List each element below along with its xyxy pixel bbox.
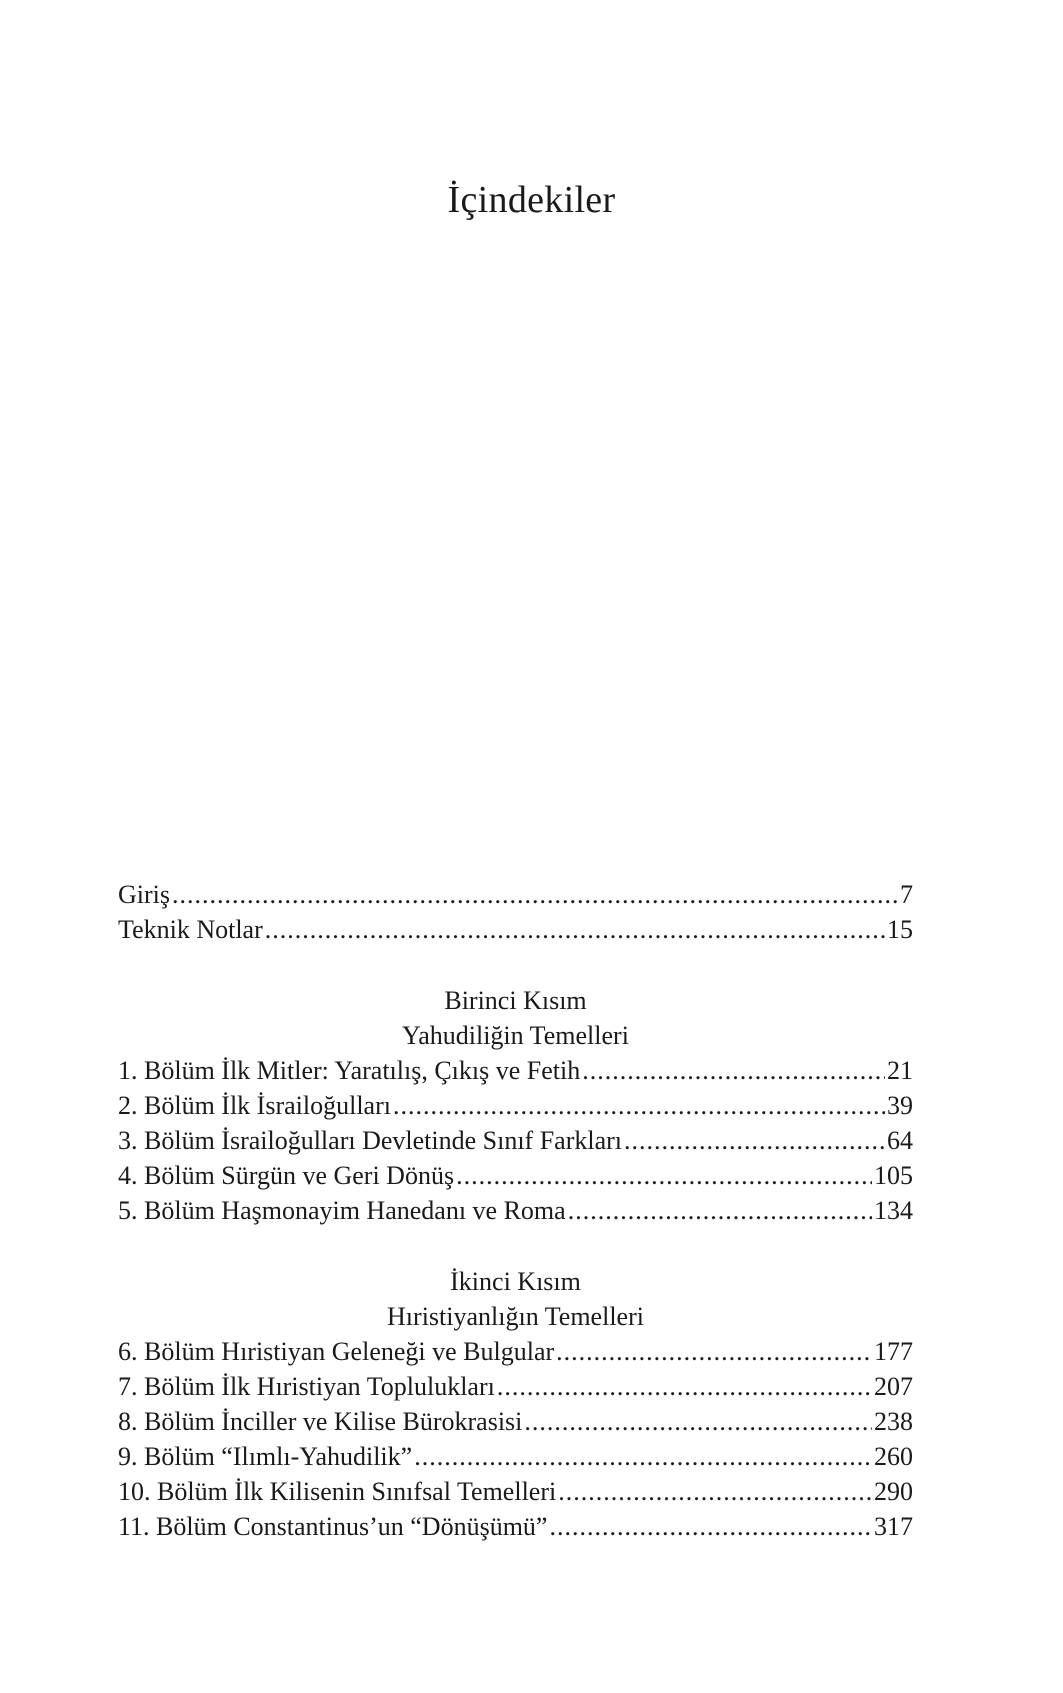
toc-entry-page: 21 (887, 1056, 913, 1085)
toc-entry-label: Giriş (118, 880, 170, 909)
toc-entry-page: 39 (887, 1091, 913, 1120)
toc-entry-label: 2. Bölüm İlk İsrailoğulları (118, 1091, 391, 1120)
toc-chapter-5[interactable] (118, 1193, 913, 1228)
part-label: İkinci Kısım (450, 1267, 581, 1296)
dot-leader (624, 1123, 885, 1158)
toc-chapter-8[interactable] (118, 1404, 913, 1439)
dot-leader (582, 1053, 885, 1088)
dot-leader (265, 912, 885, 947)
dot-leader (556, 1334, 872, 1369)
toc-entry-page: 290 (874, 1477, 913, 1506)
toc-entry-label: 7. Bölüm İlk Hıristiyan Toplulukları (118, 1372, 495, 1401)
toc-entry-label: 10. Bölüm İlk Kilisenin Sınıfsal Temelleri (118, 1477, 557, 1506)
toc-entry-label: 5. Bölüm Haşmonayim Hanedanı ve Roma (118, 1196, 566, 1225)
toc-entry-page: 238 (874, 1407, 913, 1436)
toc-entry-technical-notes[interactable] (118, 912, 913, 947)
toc-chapter-7[interactable] (118, 1369, 913, 1404)
toc-entry-intro[interactable] (118, 877, 913, 912)
part-title: Hıristiyanlığın Temelleri (387, 1302, 644, 1331)
page-title: İçindekiler (447, 179, 616, 221)
toc-entry-page: 134 (874, 1196, 913, 1225)
toc-entry-page: 105 (874, 1161, 913, 1190)
toc-entry-label: 11. Bölüm Constantinus’un “Dönüşümü” (118, 1512, 548, 1541)
toc-entry-page: 7 (900, 880, 913, 909)
part-one (118, 947, 913, 1228)
toc-entry-label: 8. Bölüm İnciller ve Kilise Bürokrasisi (118, 1407, 523, 1436)
toc-entry-page: 207 (874, 1372, 913, 1401)
toc-chapter-9[interactable] (118, 1439, 913, 1474)
toc-entry-page: 177 (874, 1337, 913, 1366)
dot-leader (549, 1509, 872, 1544)
toc-entry-page: 317 (874, 1512, 913, 1541)
part-label: Birinci Kısım (444, 986, 587, 1015)
dot-leader (524, 1404, 872, 1439)
toc-entry-label: 9. Bölüm “Ilımlı-Yahudilik” (118, 1442, 413, 1471)
toc-chapter-10[interactable] (118, 1474, 913, 1509)
toc-entry-label: Teknik Notlar (118, 915, 263, 944)
dot-leader (558, 1474, 872, 1509)
toc-entry-page: 260 (874, 1442, 913, 1471)
dot-leader (568, 1193, 872, 1228)
part-title: Yahudiliğin Temelleri (402, 1021, 629, 1050)
toc-entry-page: 64 (887, 1126, 913, 1155)
toc-entry-page: 15 (887, 915, 913, 944)
toc-entry-label: 1. Bölüm İlk Mitler: Yaratılış, Çıkış ve Fetih (118, 1056, 581, 1085)
toc-entry-label: 4. Bölüm Sürgün ve Geri Dönüş (118, 1161, 455, 1190)
toc-entry-label: 6. Bölüm Hıristiyan Geleneği ve Bulgular (118, 1337, 555, 1366)
dot-leader (456, 1158, 872, 1193)
table-of-contents (118, 877, 913, 1544)
toc-chapter-2[interactable] (118, 1088, 913, 1123)
toc-chapter-3[interactable] (118, 1123, 913, 1158)
toc-chapter-6[interactable] (118, 1334, 913, 1369)
dot-leader (393, 1088, 885, 1123)
toc-chapter-11[interactable] (118, 1509, 913, 1544)
toc-chapter-1[interactable] (118, 1053, 913, 1088)
toc-chapter-4[interactable] (118, 1158, 913, 1193)
part-two (118, 1228, 913, 1544)
dot-leader (414, 1439, 872, 1474)
dot-leader (172, 877, 898, 912)
toc-entry-label: 3. Bölüm İsrailoğulları Devletinde Sınıf Farkları (118, 1126, 623, 1155)
dot-leader (497, 1369, 872, 1404)
